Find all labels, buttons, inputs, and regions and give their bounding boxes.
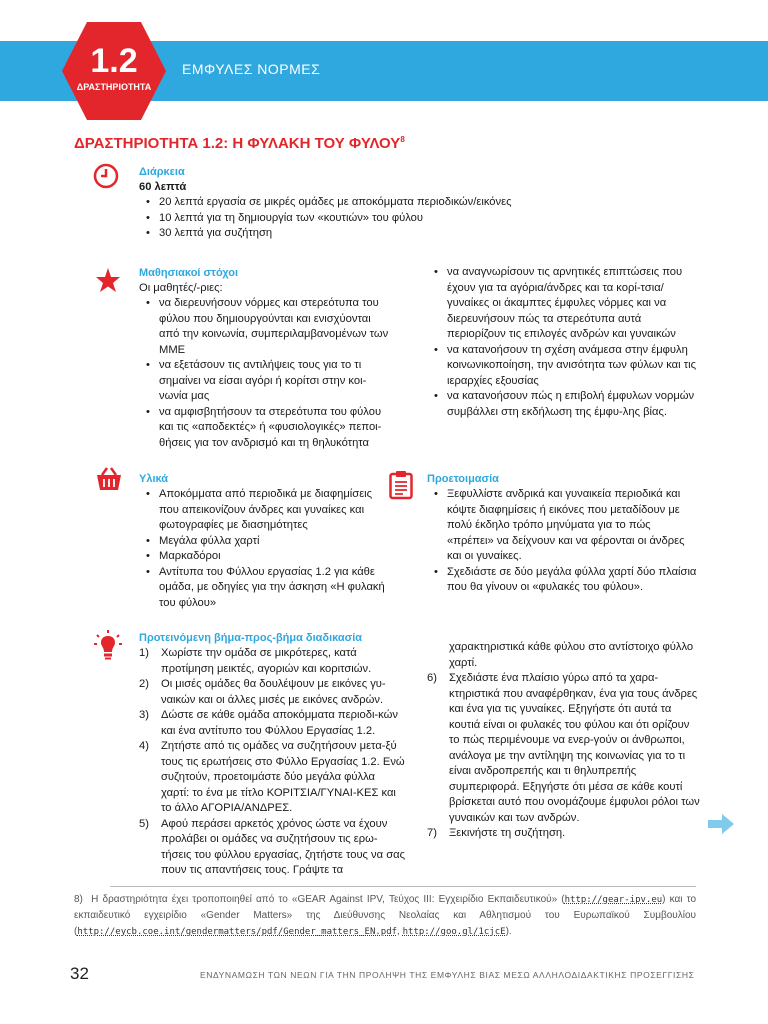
list-item: 1) Χωρίστε την ομάδα σε μικρότερες, κατά προτίμηση μεικτές, αγοριών και κοριτσιών. <box>139 647 372 675</box>
preparation-heading: Προετοιμασία <box>427 473 499 485</box>
gendermatters-link[interactable]: http://eycb.coe.int/gendermatters/pdf/Gender_matters_EN.pdf <box>77 927 398 937</box>
goals-list-right <box>427 265 699 420</box>
procedure-continuation: χαρακτηριστικά κάθε φύλου στο αντίστοιχο φύλλο χαρτί. <box>449 641 694 669</box>
list-item: • να διερευνήσουν νόρμες και στερεότυπα του φύλου που δημιουργούνται και ενισχύονται από την κοινωνία, συμπεριλαμβανομένων των ΜΜΕ <box>139 296 393 358</box>
preparation-list <box>427 487 699 596</box>
list-item: 5) Αφού περάσει αρκετός χρόνος ώστε να έχουν προλάβει οι ομάδες να συζητήσουν τις ερω-τήσεις του φύλλου εργασίας, ζητήστε τους να σας πουν τις απαντήσεις τους. Γράψτε τα <box>139 817 405 876</box>
materials-heading: Υλικά <box>139 473 169 485</box>
list-item: 3) Δώστε σε κάθε ομάδα αποκόμματα περιοδι-κών και ένα αντίτυπο του Φύλλου Εργασίας 1.2. <box>139 709 398 737</box>
activity-number: 1.2 <box>90 42 138 80</box>
footnote-text: ) και το εκπαιδευτικό εγχειρίδιο «Gender Matters» της Διεύθυνσης Νεολαίας και Αθλητισμού του Ευρωπαϊκού Συμβουλίου ( <box>74 894 697 937</box>
clipboard-icon <box>389 470 413 500</box>
list-item: • Μαρκαδόροι <box>139 549 393 565</box>
list-item: 6) Σχεδιάστε ένα πλαίσιο γύρω από τα χαρα-κτηριστικά που αναφέρθηκαν, ένα για τους άνδρες και ένα για τις γυναίκες. Εξηγήστε ότι αυτά τα κουτιά είναι οι φυλακές του φύλου και ότι ορίζουν το πώς περιμένουμε να ενερ-γούν οι άνθρωποι, ανάλογα με την αντίληψη της κοινωνίας για το τι είναι ανδροπρεπής και τι θηλυπρεπής συμπεριφορά. Εξηγήστε ότι μέσα σε κάθε κουτί βρίσκεται αυτό που ονομάζουμε έμφυλοι ρόλοι των γυναικών και των ανδρών. <box>427 672 700 824</box>
footnote-ref: 8 <box>400 135 405 144</box>
page-number: 32 <box>70 964 89 983</box>
list-item: • Αντίτυπα του Φύλλου εργασίας 1.2 για κάθε ομάδα, με οδηγίες για την άσκηση «Η φυλακή του φύλου» <box>139 565 393 612</box>
footnote-text: Η δραστηριότητα έχει τροποποιηθεί από το «GEAR Against IPV, Τεύχος ΙΙΙ: Εγχειρίδιο Εκπαιδευτικού» ( <box>91 894 565 905</box>
activity-label: ΔΡΑΣΤΗΡΙΟΤΗΤΑ <box>76 82 152 92</box>
goo-link[interactable]: http://goo.gl/1cjcE <box>402 927 506 937</box>
list-item: 2) Οι μισές ομάδες θα δουλέψουν με εικόνες γυ-ναικών και οι άλλες μισές με εικόνες ανδρών. <box>139 678 386 706</box>
list-item: • να αμφισβητήσουν τα στερεότυπα του φύλου και τις «αποδεκτές» ή «φυσιολογικές» πεποι-θήσεις για τον ανδρισμό και τη θηλυκότητα <box>139 405 393 452</box>
list-item: • 10 λεπτά για τη δημιουργία των «κουτιών» του φύλου <box>139 211 579 227</box>
footnote-text: ). <box>505 926 512 937</box>
list-item: • Μεγάλα φύλλα χαρτί <box>139 534 393 550</box>
footer-title: ΕΝΔΥΝΑΜΩΣΗ ΤΩΝ ΝΕΩΝ ΓΙΑ ΤΗΝ ΠΡΟΛΗΨΗ ΤΗΣ ΕΜΦΥΛΗΣ ΒΙΑΣ ΜΕΣΩ ΑΛΛΗΛΟΔΙΔΑΚΤΙΚΗΣ ΠΡΟΣΕΓΓΙΣΗΣ <box>200 970 695 980</box>
list-item: • να εξετάσουν τις αντιλήψεις τους για το τι σημαίνει να είσαι αγόρι ή κορίτσι στην κοι-νωνία μας <box>139 358 393 405</box>
footnote <box>74 892 696 940</box>
procedure-heading: Προτεινόμενη βήμα-προς-βήμα διαδικασία <box>139 632 363 644</box>
list-item: • Σχεδιάστε σε δύο μεγάλα φύλλα χαρτί δύο πλαίσια που θα γίνουν οι «φυλακές του φύλου». <box>427 565 699 596</box>
clock-icon <box>93 163 119 189</box>
list-item: • 30 λεπτά για συζήτηση <box>139 226 579 242</box>
lightbulb-icon <box>93 629 123 661</box>
section-title: ΕΜΦΥΛΕΣ ΝΟΡΜΕΣ <box>182 61 321 77</box>
duration-total: 60 λεπτά <box>139 181 187 193</box>
list-item: • Αποκόμματα από περιοδικά με διαφημίσεις που απεικονίζουν άνδρες και γυναίκες και φωτογραφίες με διασημότητες <box>139 487 393 534</box>
goals-list-left <box>139 296 393 451</box>
materials-list <box>139 487 393 611</box>
list-item: • να αναγνωρίσουν τις αρνητικές επιπτώσεις που έχουν για τα αγόρια/άνδρες και τα κορί-τσια/γυναίκες οι άκαμπτες έμφυλες νόρμες και να διερευνήσουν πώς τα στερεότυπα αυτά περιορίζουν τις επιλογές ανδρών και γυναικών <box>427 265 699 343</box>
footnote-text: , <box>397 926 403 937</box>
star-icon <box>95 267 121 293</box>
goals-heading: Μαθησιακοί στόχοι <box>139 267 238 279</box>
procedure-steps-left <box>139 646 405 879</box>
footnote-divider <box>110 886 696 887</box>
list-item: 7) Ξεκινήστε τη συζήτηση. <box>427 827 566 839</box>
duration-list <box>139 195 579 242</box>
list-item: • Ξεφυλλίστε ανδρικά και γυναικεία περιοδικά και κόψτε διαφημίσεις ή εικόνες που μεταδίδουν με πολύ έκδηλο τρόπο μηνύματα για το πώς «πρέπει» να δείχνουν και να φέρονται οι άνδρες και οι γυναίκες. <box>427 487 699 565</box>
gear-link[interactable]: http://gear-ipv.eu <box>564 895 663 905</box>
list-item: • 20 λεπτά εργασία σε μικρές ομάδες με αποκόμματα περιοδικών/εικόνες <box>139 195 579 211</box>
list-item: 4) Ζητήστε από τις ομάδες να συζητήσουν μετα-ξύ τους τις ερωτήσεις στο Φύλλο Εργασίας 1.2. Ενώ συζητούν, προετοιμάστε δύο μεγάλα φύλλα χαρτί: το ένα με τίτλο ΚΟΡΙΤΣΙΑ/ΓΥΝΑΙ-ΚΕΣ και το άλλο ΑΓΟΡΙΑ/ΑΝΔΡΕΣ. <box>139 740 405 814</box>
duration-heading: Διάρκεια <box>139 166 185 178</box>
procedure-steps-right <box>427 671 701 842</box>
basket-icon <box>94 466 124 492</box>
activity-title: ΔΡΑΣΤΗΡΙΟΤΗΤΑ 1.2: Η ΦΥΛΑΚΗ ΤΟΥ ΦΥΛΟΥ$^8$ <box>74 135 405 152</box>
list-item: • να κατανοήσουν τη σχέση ανάμεσα στην έμφυλη κοινωνικοποίηση, την ανισότητα των φύλων και τις ιεραρχίες εξουσίας <box>427 343 699 390</box>
footnote-number: 8) <box>74 894 83 905</box>
goals-intro: Οι μαθητές/-ριες: <box>139 282 223 294</box>
list-item: • να κατανοήσουν πώς η επιβολή έμφυλων νορμών συμβάλλει στη εκδήλωση της έμφυ-λης βίας. <box>427 389 699 420</box>
arrow-right-icon[interactable] <box>706 812 736 836</box>
